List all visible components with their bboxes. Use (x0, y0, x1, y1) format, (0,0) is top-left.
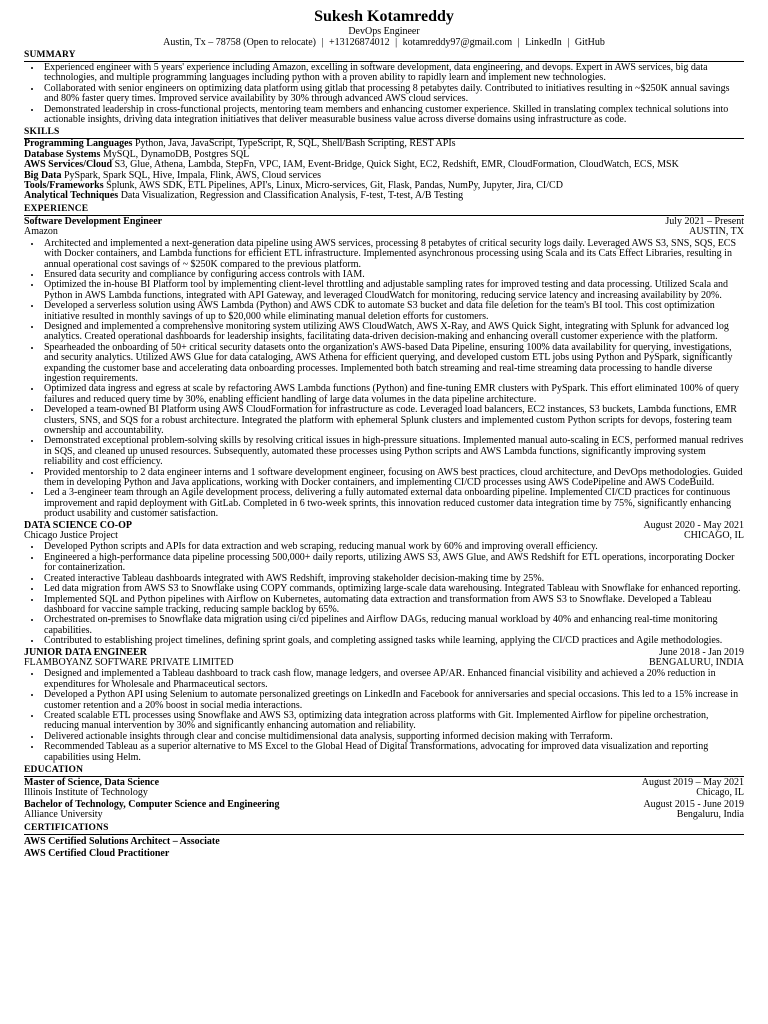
job-bullet: • Demonstrated exceptional problem-solving skills by resolving critical issues in high-pressure situations. Implemented manual auto-scaling in ECS, performed manual redrives in SQS, and cleaned up unused resources. Subsequently, automated these processes using Python scripts and AWS Lambda functions, significantly improving system reliability and cost efficiency. (42, 436, 744, 467)
education-location: Chicago, IL (696, 787, 744, 799)
certification-item: AWS Certified Cloud Practitioner (24, 848, 170, 860)
job-bullet: • Provided mentorship to 2 data engineer interns and 1 software development engineer, focusing on AWS best practices, cloud architecture, and DevOps methodologies. Guided them in developing Python and Java applications, working with Docker containers, and implementing CI/CD processes using AWS CodePipeline and AWS CodeBuild. (42, 468, 744, 489)
job-bullet: • Created interactive Tableau dashboards integrated with AWS Redshift, improving stakeholder decision-making time by 25%. (42, 574, 744, 584)
job-bullet: • Architected and implemented a next-generation data pipeline using AWS services, processing 8 petabytes of critical security logs daily. Leveraged AWS S3, SNS, SQS, ECS with Docker containers, and Lambda functions for efficient ETL infrastructure. Implemented asynchronous processing using Scala and its Cats Effect Libraries, resulting in annual operational cost savings of ~ $250K compared to the previous platform. (42, 239, 744, 270)
summary-list (24, 63, 744, 125)
contact-separator: | (395, 37, 398, 48)
job-bullet: • Orchestrated on-premises to Snowflake data migration using ci/cd pipelines and Airflow DAGs, reducing manual workload by 40% and enhancing real-time monitoring capabilities. (42, 615, 744, 636)
experience-heading: EXPERIENCE (24, 204, 744, 216)
skills-heading: SKILLS (24, 127, 744, 139)
job-bullet: • Recommended Tableau as a superior alternative to MS Excel to the Global Head of Digital Transformations, advocating for improved data visualization and reporting capabilities using Helm. (42, 742, 744, 763)
linkedin-link[interactable]: LinkedIn (525, 37, 562, 48)
job-bullet: • Led a 3-engineer team through an Agile development process, delivering a fully automated external data onboarding pipeline. Implemented CI/CD practices for continuous improvement and rapid deployment with GitLab. Completed in 6 two-week sprints, this innovation reduced customer data integration time by 75%, significantly enhancing product usability and customer satisfaction. (42, 488, 744, 519)
education-subheader (24, 788, 744, 798)
skill-value: S3, Glue, Athena, Lambda, StepFn, VPC, IAM, Event-Bridge, Quick Sight, EC2, Redshift, EMR, CloudFormation, CloudWatch, ECS, MSK (114, 159, 679, 171)
skill-value: Python, Java, JavaScript, TypeScript, R, SQL, Shell/Bash Scripting, REST APIs (134, 138, 456, 150)
skill-label: Database Systems (24, 148, 101, 160)
education-dates: August 2019 – May 2021 (641, 777, 744, 788)
job-subheader (24, 658, 744, 668)
skill-label: Tools/Frameworks (24, 180, 104, 192)
github-link[interactable]: GitHub (574, 37, 605, 48)
job-chicago-justice-project (24, 521, 744, 647)
job-bullet: • Engineered a high-performance data pipeline processing 500,000+ daily reports, utilizing AWS S3, AWS Glue, and AWS Redshift for ETL operations, incorporating Docker for containerization. (42, 553, 744, 574)
skill-label: Big Data (24, 169, 62, 181)
job-bullet: • Created scalable ETL processes using Snowflake and AWS S3, optimizing data integration across platforms with Git. Implemented Airflow for pipeline orchestration, reducing manual intervention by 30% and significantly enhancing automation and reliability. (42, 711, 744, 732)
education-item (24, 778, 744, 799)
education-subheader (24, 810, 744, 820)
job-amazon (24, 217, 744, 520)
job-subheader (24, 227, 744, 237)
skills-list (24, 139, 744, 201)
job-location: AUSTIN, TX (689, 226, 744, 238)
job-bullets (24, 239, 744, 520)
job-subheader (24, 531, 744, 541)
education-location: Bengaluru, India (676, 809, 744, 821)
skill-label: Programming Languages (24, 138, 133, 150)
job-bullet: • Optimized the in-house BI Platform tool by implementing client-level throttling and adjustable sampling rates for improved testing and data processing. Utilized Scala and Python in AWS Lambda functions, integrated with API Gateway, and leveraged CloudWatch for monitoring, reducing service latency and increasing availability by 20%. (42, 280, 744, 301)
education-school: Illinois Institute of Technology (24, 787, 148, 799)
summary-bullet: • Experienced engineer with 5 years' experience including Amazon, excelling in software development, data engineering, and devops. Expert in AWS services, big data technologies, and multiple programming languages including python with a proven ability to rapidly learn and implement new technologies. (42, 63, 744, 84)
job-bullet: • Implemented SQL and Python pipelines with Airflow on Kubernetes, automating data extraction and transformation from AWS S3 to Snowflake. Developed a Tableau dashboard for vaccine sample tracking, reducing sample backlog by 65%. (42, 595, 744, 616)
skill-label: AWS Services/Cloud (24, 159, 113, 171)
job-bullet: • Led data migration from AWS S3 to Snowflake using COPY commands, optimizing large-scale data warehousing. Integrated Tableau with Snowflake for enhanced reporting. (42, 584, 744, 594)
job-header (24, 521, 744, 531)
skill-row (24, 191, 744, 201)
job-bullets (24, 542, 744, 646)
summary-bullet: • Demonstrated leadership in cross-functional projects, mentoring team members and enhancing customer experience. Skilled in translating complex technical solutions into actionable insights, driving data integration initiatives that deliver measurable business value across diverse domains using infrastructure as code. (42, 105, 744, 126)
job-bullet: • Developed Python scripts and APIs for data extraction and web scraping, reducing manual work by 60% and improving overall efficiency. (42, 542, 744, 552)
job-role: DATA SCIENCE CO-OP (24, 519, 132, 531)
candidate-name: Sukesh Kotamreddy (314, 8, 454, 25)
job-dates: July 2021 – Present (665, 215, 744, 227)
job-bullets (24, 669, 744, 763)
summary-heading: SUMMARY (24, 50, 744, 62)
job-flamboyanz (24, 648, 744, 763)
education-degree: Bachelor of Technology, Computer Science and Engineering (24, 798, 280, 810)
education-degree: Master of Science, Data Science (24, 777, 160, 788)
job-company: FLAMBOYANZ SOFTWARE PRIVATE LIMITED (24, 656, 234, 668)
certification-item: AWS Certified Solutions Architect – Associate (24, 835, 220, 847)
job-company: Amazon (24, 226, 58, 238)
job-bullet: • Contributed to establishing project timelines, defining sprint goals, and completing assigned tasks while learning, applying the CI/CD practices and Agile methodologies. (42, 636, 744, 646)
skill-value: MySQL, DynamoDB, Postgres SQL (102, 148, 250, 160)
job-bullet: • Spearheaded the onboarding of 50+ critical security datasets onto the organization's AWS-based Data Pipeline, ensuring 100% data availability for querying, investigations, and security analytics. Utilized AWS Glue for data cataloging, AWS Athena for efficient querying, and developed custom ETL jobs using Python and PySpark, significantly expanding the customer base and accelerating data onboarding processes. Implemented both batch streaming and real-time streaming data processing to handle diverse ingestion requirements. (42, 343, 744, 385)
job-dates: June 2018 - Jan 2019 (659, 646, 744, 658)
candidate-title: DevOps Engineer (348, 26, 420, 37)
resume-document (24, 0, 744, 859)
job-bullet: • Delivered actionable insights through clear and concise multidimensional data analysis, supporting informed decision making with Terraform. (42, 732, 744, 742)
education-heading: EDUCATION (24, 765, 744, 777)
job-location: CHICAGO, IL (684, 530, 744, 542)
job-bullet: • Developed a serverless solution using AWS Lambda (Python) and AWS CDK to automate S3 bucket and data file deletion for the team's BI tool. This cost optimization initiative resulted in monthly savings of up to $20,000 while eliminating manual deletion efforts for customers. (42, 301, 744, 322)
job-bullet: • Optimized data ingress and egress at scale by refactoring AWS Lambda functions (Python) and fine-tuning EMR clusters with PySpark. This effort eliminated 100% of query failures and reduced query time by 30%, enabling efficient handling of large data volumes in the data pipeline architecture. (42, 384, 744, 405)
education-item (24, 800, 744, 821)
education-school: Alliance University (24, 809, 103, 821)
job-role: JUNIOR DATA ENGINEER (24, 646, 147, 658)
contact-separator: | (567, 37, 570, 48)
job-bullet: • Developed a Python API using Selenium to automate personalized greetings on LinkedIn and Facebook for anniversaries and special occasions. This led to a 15% increase in customer retention and a 20% boost in social media interactions. (42, 690, 744, 711)
education-dates: August 2015 - June 2019 (643, 798, 744, 810)
contact-phone: +13126874012 (329, 37, 390, 48)
certifications-heading: CERTIFICATIONS (24, 823, 744, 835)
contact-email[interactable]: kotamreddy97@gmail.com (402, 37, 513, 48)
summary-bullet: • Collaborated with senior engineers on optimizing data platform using gitlab that processing 8 petabytes daily. Contributed to initiatives resulting in ~$250K annual savings and 80% faster query times. Improved service availability by 30% through advanced AWS cloud services. (42, 84, 744, 105)
skill-value: PySpark, Spark SQL, Hive, Impala, Flink, AWS, Cloud services (64, 169, 321, 181)
job-location: BENGALURU, INDIA (649, 656, 744, 668)
job-role: Software Development Engineer (24, 215, 163, 227)
job-bullet: • Developed a team-owned BI Platform using AWS CloudFormation for infrastructure as code. Leveraged load balancers, EC2 instances, S3 buckets, Lambda functions, EMR clusters, SNS, and SQS for a robust architecture. Integrated the platform with ephemeral Splunk clusters and implemented custom Python scripts for devops, fostering team ownership and accountability. (42, 405, 744, 436)
skill-label: Analytical Techniques (24, 190, 119, 202)
job-bullet: • Designed and implemented a Tableau dashboard to track cash flow, manage ledgers, and oversee AP/AR. Enhanced financial visibility and achieved a 20% reduction in expenditures for Wholesale and Pharmaceutical sectors. (42, 669, 744, 690)
job-bullet: • Ensured data security and compliance by configuring access controls with IAM. (42, 270, 744, 280)
job-dates: August 2020 - May 2021 (643, 519, 744, 531)
contact-line (24, 37, 744, 48)
contact-separator: | (321, 37, 324, 48)
skill-value: Splunk, AWS SDK, ETL Pipelines, API's, Linux, Micro-services, Git, Flask, Pandas, NumPy, Jupyter, Jira, CI/CD (106, 180, 563, 192)
job-bullet: • Designed and implemented a comprehensive monitoring system utilizing AWS CloudWatch, AWS X-Ray, and AWS Quick Sight, integrating with Splunk for advanced log analytics. Created operational dashboards for leadership insights, facilitating data-driven decision-making and enhancing overall customer experience with the platform. (42, 322, 744, 343)
job-company: Chicago Justice Project (24, 530, 118, 542)
contact-location: Austin, Tx – 78758 (Open to relocate) (163, 37, 316, 48)
job-header (24, 217, 744, 227)
contact-separator: | (517, 37, 520, 48)
skill-value: Data Visualization, Regression and Classification Analysis, F-test, T-test, A/B Testing (120, 190, 464, 202)
education-header (24, 800, 744, 810)
